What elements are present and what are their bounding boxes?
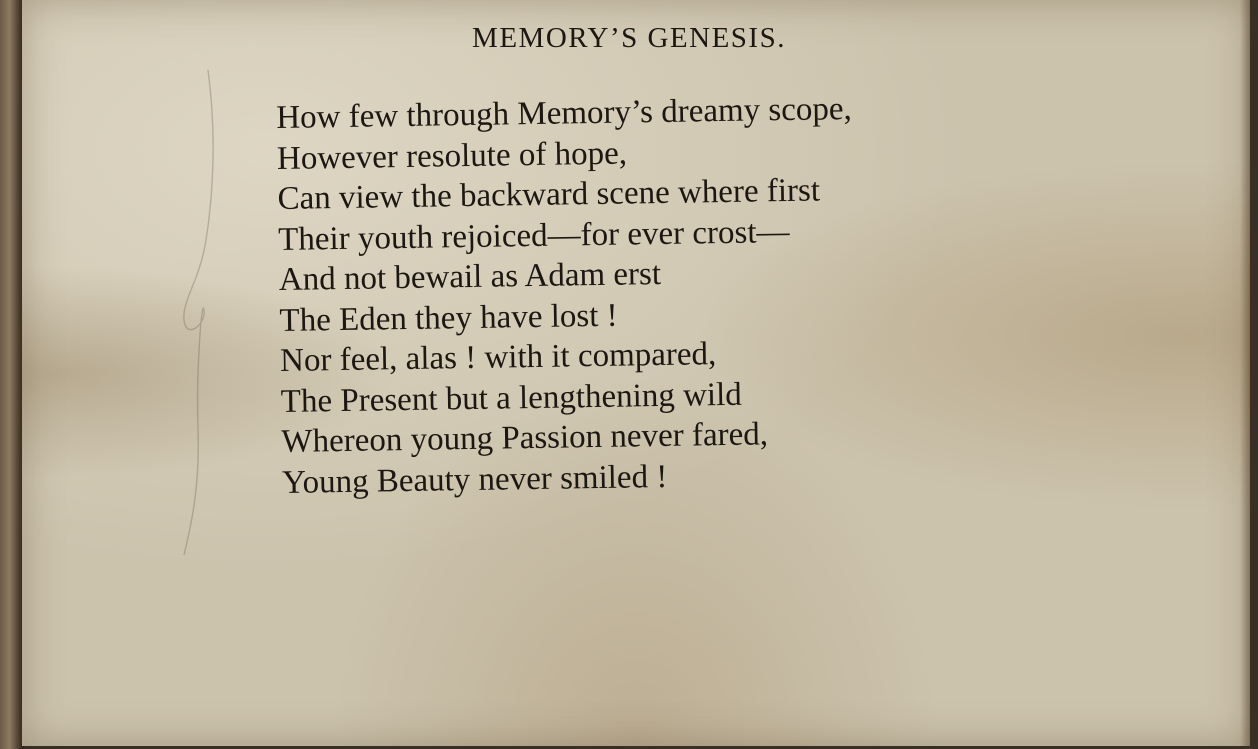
poem-line: Their youth rejoiced—for ever crost— (277, 213, 790, 258)
poem-line: However resolute of hope, (276, 134, 628, 177)
poem-line: Young Beauty never smiled ! (281, 458, 668, 501)
poem-line: Whereon young Passion never fared, (281, 416, 769, 460)
poem-line: Nor feel, alas ! with it compared, (279, 336, 717, 379)
book-spine (0, 0, 24, 749)
poem-body (276, 89, 858, 503)
page-edge-shadow (1240, 0, 1250, 746)
poem-line: The Eden they have lost ! (279, 297, 618, 339)
poem-title: MEMORY’S GENESIS. (472, 22, 786, 54)
pencil-mark (176, 70, 236, 560)
poem-line: The Present but a lengthening wild (280, 376, 742, 420)
poem-line: And not bewail as Adam erst (278, 255, 662, 298)
poem-line: How few through Memory’s dreamy scope, (276, 90, 853, 136)
poem-line: Can view the backward scene where first (277, 172, 821, 217)
